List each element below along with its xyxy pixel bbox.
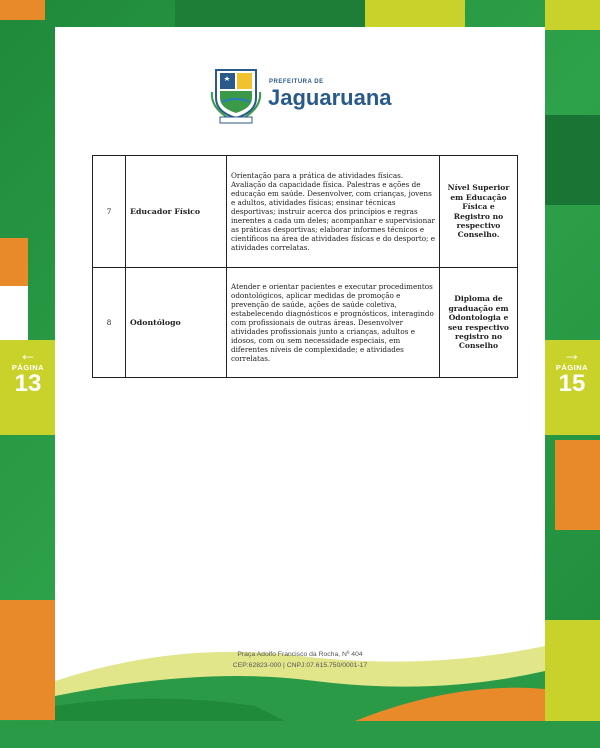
cargo-description: Atender e orientar pacientes e executar procedimentos odontológicos, aplicar medidas de promoção e prevenção de saúde, ações de saúde coletiva, estabelecendo diagnósticos e prognósticos, interagindo com profissionais de outras áreas. Desenvolver atividades profissionais junto a crianças, adultos e idosos, com ou sem necessidade especiais, em diferentes níveis de complexidade; e atividades correlatas. [227, 268, 440, 378]
cargo-requirement: Diploma de graduação em Odontologia e seu respectivo registro no Conselho [440, 268, 518, 378]
table-row [93, 268, 518, 378]
deco-right-dark [545, 115, 600, 205]
deco-top-orange [0, 0, 45, 20]
deco-left-white [0, 285, 28, 340]
deco-right-orange [555, 440, 600, 530]
cep-cnpj-line: CEP:62823-000 | CNPJ:07.615.750/0001-17 [232, 662, 368, 669]
deco-bottom-strip [0, 721, 600, 748]
page-footer [55, 611, 545, 721]
table-row [93, 156, 518, 268]
row-number: 8 [93, 268, 126, 378]
deco-top-yellow [365, 0, 465, 27]
prefeitura-logo [210, 62, 390, 157]
prev-page-label: PÁGINA [11, 363, 45, 372]
document-page [55, 27, 545, 721]
deco-top-right [545, 0, 600, 30]
cargo-name: Odontólogo [126, 268, 227, 378]
next-page-label: PÁGINA [555, 363, 589, 372]
coat-of-arms-icon [210, 62, 262, 124]
next-page-nav[interactable] [548, 345, 596, 396]
deco-top-green [175, 0, 365, 27]
cargo-name: Educador Físico [126, 156, 227, 268]
address-line: Praça Adolfo Francisco da Rocha, Nº 404 [237, 651, 363, 658]
deco-bottom-orange [0, 600, 55, 720]
cargos-table [92, 155, 518, 378]
arrow-right-icon: → [563, 344, 581, 364]
prev-page-nav[interactable] [4, 345, 52, 396]
next-page-number: 15 [558, 370, 586, 397]
deco-left-orange [0, 238, 28, 286]
logo-big-text: Jaguaruana [268, 85, 392, 110]
prev-page-number: 13 [14, 370, 42, 397]
logo-small-text: PREFEITURA DE [269, 79, 324, 85]
cargo-requirement: Nível Superior em Educação Física e Registro no respectivo Conselho. [440, 156, 518, 268]
cargo-description: Orientação para a prática de atividades físicas. Avaliação da capacidade física. Palestras e ações de educação em saúde. Desenvolver, com crianças, jovens e adultos, atividades físicas; ensinar técnicas desportivas; instruir acerca dos princípios e regras inerentes a cada um deles; acompanhar e supervisionar as práticas desportivas; elaborar informes técnicos e científicos na área de atividades físicas e do desporto; e atividades correlatas. [227, 156, 440, 268]
arrow-left-icon: ← [19, 344, 37, 364]
row-number: 7 [93, 156, 126, 268]
